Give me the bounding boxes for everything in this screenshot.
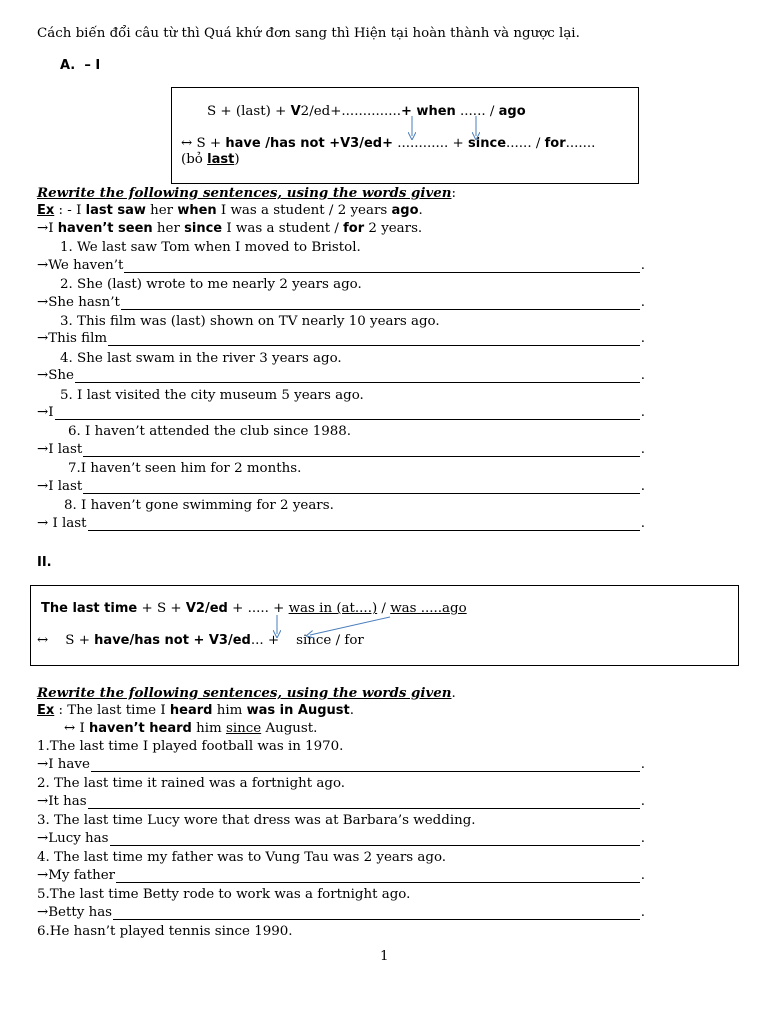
- answer-prefix: →I have: [37, 757, 90, 772]
- exercise-a-2-question: 2. She (last) wrote to me nearly 2 years ago.: [60, 277, 362, 292]
- exercise-a-8-question: 8. I haven’t gone swimming for 2 years.: [64, 498, 334, 513]
- period: .: [640, 442, 645, 457]
- exercise-b-5-question: 5.The last time Betty rode to work was a fortnight ago.: [37, 887, 411, 902]
- exercise-b-4-question: 4. The last time my father was to Vung Tau was 2 years ago.: [37, 850, 447, 865]
- answer-prefix: →My father: [37, 868, 116, 883]
- exercise-a-6-question: 6. I haven’t attended the club since 1988.: [68, 424, 352, 439]
- answer-prefix: →Betty has: [37, 905, 113, 920]
- period: .: [640, 868, 645, 883]
- period: .: [640, 794, 645, 809]
- period: .: [640, 905, 645, 920]
- exercise-a-7-question: 7.I haven’t seen him for 2 months.: [68, 461, 302, 476]
- exercise-b-3-question: 3. The last time Lucy wore that dress was at Barbara’s wedding.: [37, 813, 476, 828]
- answer-prefix: →I last: [37, 442, 83, 457]
- example-a-line1: Ex : - I last saw her when I was a student / 2 years ago.: [37, 203, 423, 218]
- answer-prefix: →She hasn’t: [37, 295, 120, 310]
- formula-b-line2: ↔ S + have/has not + V3/ed... + since / for: [37, 633, 364, 648]
- exercise-a-1-question: 1. We last saw Tom when I moved to Bristol.: [60, 240, 361, 255]
- period: .: [640, 516, 645, 531]
- answer-prefix: →We haven’t: [37, 258, 124, 273]
- answer-prefix: →Lucy has: [37, 831, 109, 846]
- period: .: [640, 331, 645, 346]
- exercise-b-1-question: 1.The last time I played football was in 1970.: [37, 739, 344, 754]
- formula-b-line1: The last time + S + V2/ed + ..... + was in (at....) / was .....ago: [41, 601, 467, 616]
- period: .: [640, 831, 645, 846]
- exercise-a-3-question: 3. This film was (last) shown on TV nearly 10 years ago.: [60, 314, 440, 329]
- answer-prefix: →She: [37, 368, 74, 383]
- answer-prefix: → I last: [37, 516, 87, 531]
- exercise-b-6-question: 6.He hasn’t played tennis since 1990.: [37, 924, 293, 939]
- formula-a-line2: ↔ S + have /has not +V3/ed+ ............ + since...... / for.......: [181, 136, 596, 151]
- formula-a-line1: S + (last) + V2/ed+..............+ when ...... / ago: [207, 104, 526, 119]
- period: .: [640, 258, 645, 273]
- exercise-a-4-question: 4. She last swam in the river 3 years ago.: [60, 351, 342, 366]
- exercise-b-2-question: 2. The last time it rained was a fortnight ago.: [37, 776, 346, 791]
- instruction-a: Rewrite the following sentences, using the words given:: [37, 185, 457, 201]
- answer-prefix: →It has: [37, 794, 87, 809]
- answer-prefix: →I last: [37, 479, 83, 494]
- page-title: Cách biến đổi câu từ thì Quá khứ đơn sang thì Hiện tại hoàn thành và ngược lại.: [37, 26, 580, 41]
- example-a-line2: →I haven’t seen her since I was a student / for 2 years.: [37, 221, 423, 236]
- section-a-heading: A. – I: [60, 58, 101, 73]
- period: .: [640, 757, 645, 772]
- instruction-b: Rewrite the following sentences, using the words given.: [37, 685, 456, 701]
- answer-prefix: →I: [37, 405, 54, 420]
- period: .: [640, 295, 645, 310]
- section-b-heading: II.: [37, 555, 52, 570]
- period: .: [640, 368, 645, 383]
- page-number: 1: [380, 949, 389, 964]
- period: .: [640, 479, 645, 494]
- period: .: [640, 405, 645, 420]
- exercise-a-5-question: 5. I last visited the city museum 5 years ago.: [60, 388, 364, 403]
- arrow-diagonal-icon: [310, 617, 390, 635]
- example-b-line2: ↔ I haven’t heard him since August.: [64, 721, 318, 736]
- formula-a-line3: (bỏ last): [181, 152, 240, 167]
- answer-prefix: →This film: [37, 331, 108, 346]
- example-b-line1: Ex : The last time I heard him was in August.: [37, 703, 354, 718]
